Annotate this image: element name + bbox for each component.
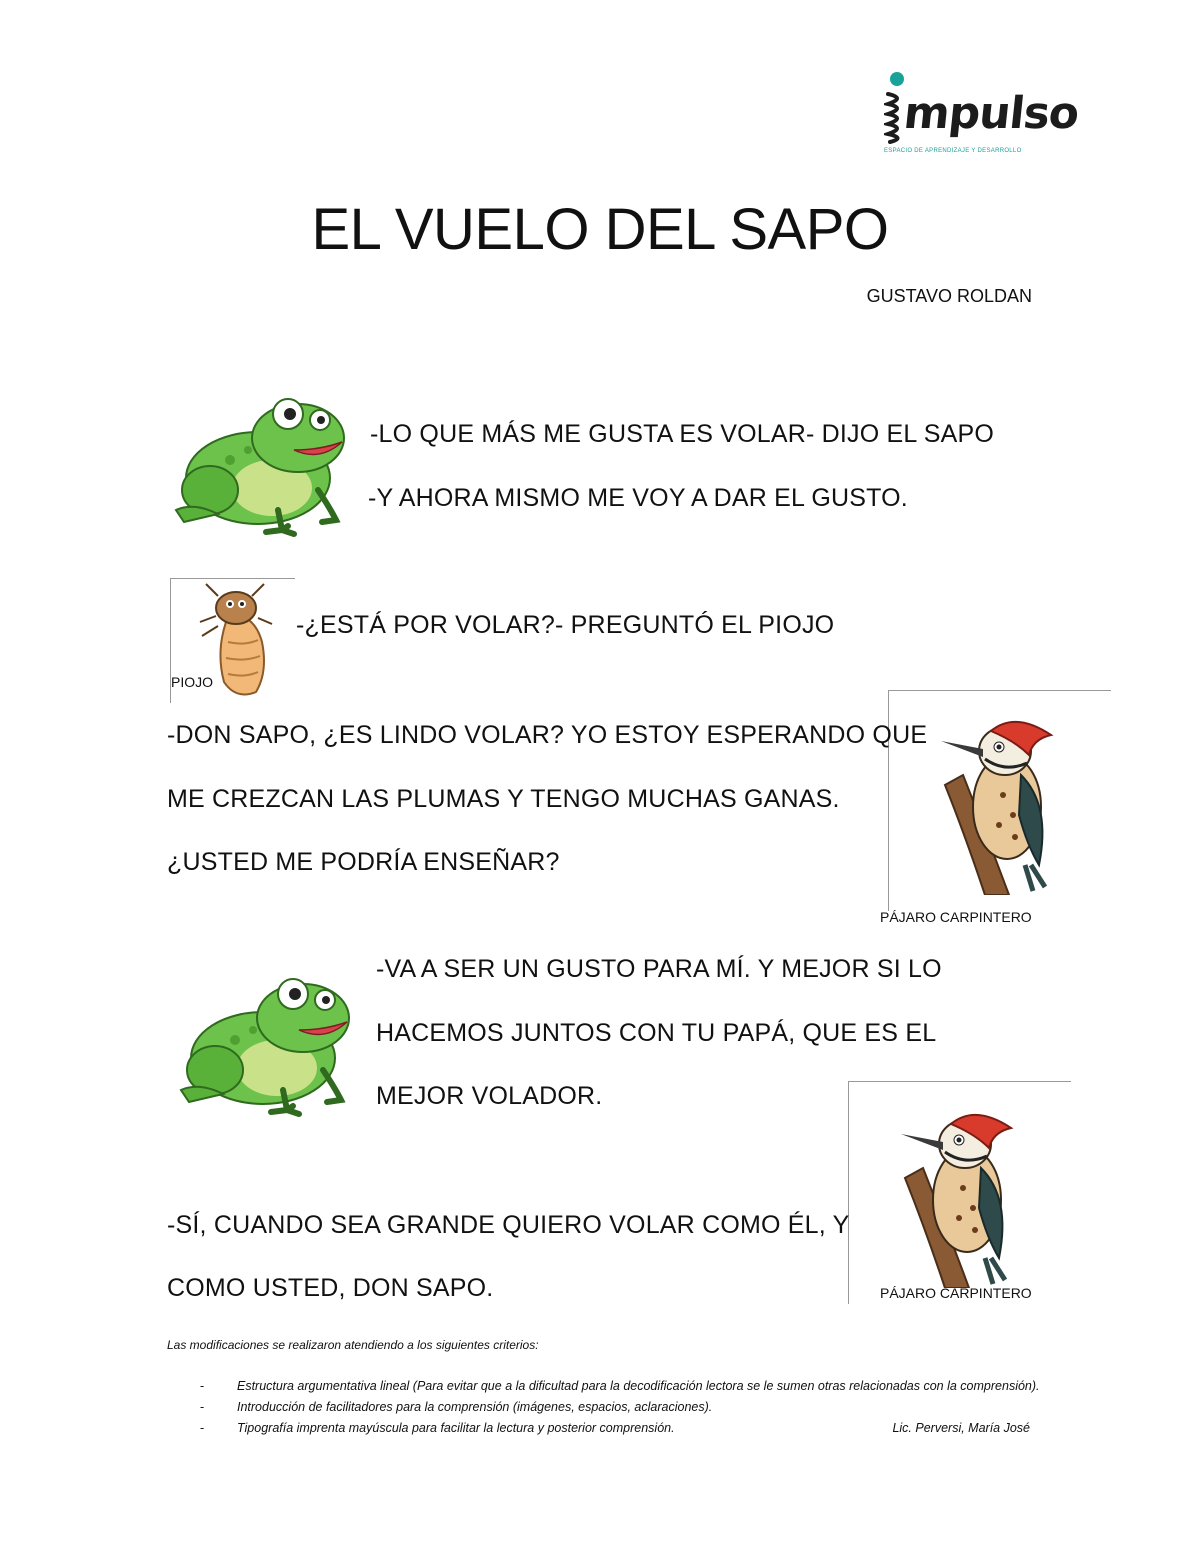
logo-dot-icon [890, 72, 904, 86]
signature: Lic. Perversi, María José [892, 1421, 1030, 1435]
woodpecker-illustration-2 [895, 1108, 1020, 1288]
frog-line-1: -LO QUE MÁS ME GUSTA ES VOLAR- DIJO EL SAPO [370, 420, 995, 448]
frog-illustration-2 [175, 960, 360, 1120]
bullet-dash: - [200, 1400, 205, 1414]
logo-wordmark: mpulso [901, 88, 1081, 139]
list-item-text: Introducción de facilitadores para la comprensión (imágenes, espacios, aclaraciones). [237, 1400, 713, 1414]
frog-line-2: -Y AHORA MISMO ME VOY A DAR EL GUSTO. [368, 484, 908, 512]
frog-reply-1: -VA A SER UN GUSTO PARA MÍ. Y MEJOR SI LO [376, 955, 942, 983]
louse-line: -¿ESTÁ POR VOLAR?- PREGUNTÓ EL PIOJO [296, 611, 835, 639]
frog-reply-3: MEJOR VOLADOR. [376, 1082, 603, 1110]
bullet-dash: - [200, 1379, 205, 1393]
list-item [200, 1397, 1040, 1418]
author-name: GUSTAVO ROLDAN [866, 286, 1032, 306]
woodpecker-illustration-1 [935, 715, 1060, 895]
page-title: EL VUELO DEL SAPO [311, 197, 889, 262]
woodpecker-caption-1: PÁJARO CARPINTERO [880, 909, 1032, 925]
woodpecker-line-2: ME CREZCAN LAS PLUMAS Y TENGO MUCHAS GANAS. [167, 785, 840, 813]
woodpecker-line-3: ¿USTED ME PODRÍA ENSEÑAR? [167, 848, 560, 876]
woodpecker-reply-2: COMO USTED, DON SAPO. [167, 1274, 494, 1302]
notes-list [200, 1376, 1040, 1439]
bullet-dash: - [200, 1421, 205, 1435]
frog-reply-2: HACEMOS JUNTOS CON TU PAPÁ, QUE ES EL [376, 1019, 937, 1047]
list-item-text: Estructura argumentativa lineal (Para evitar que a la dificultad para la decodificación lectora se le sumen otras relacionadas con la comprensión). [237, 1379, 1040, 1393]
list-item [200, 1376, 1040, 1397]
list-item [200, 1418, 1040, 1439]
list-item-text: Tipografía imprenta mayúscula para facilitar la lectura y posterior comprensión. [237, 1421, 675, 1435]
woodpecker-reply-1: -SÍ, CUANDO SEA GRANDE QUIERO VOLAR COMO ÉL, Y [167, 1211, 850, 1239]
woodpecker-caption-2: PÁJARO CARPINTERO [880, 1285, 1032, 1301]
notes-intro: Las modificaciones se realizaron atendiendo a los siguientes criterios: [167, 1338, 539, 1352]
louse-caption: PIOJO [171, 674, 214, 690]
frog-illustration [170, 380, 355, 540]
logo-tagline: ESPACIO DE APRENDIZAJE Y DESARROLLO [884, 148, 1022, 154]
impulso-logo [880, 68, 1081, 160]
woodpecker-line-1: -DON SAPO, ¿ES LINDO VOLAR? YO ESTOY ESPERANDO QUE [167, 721, 928, 749]
